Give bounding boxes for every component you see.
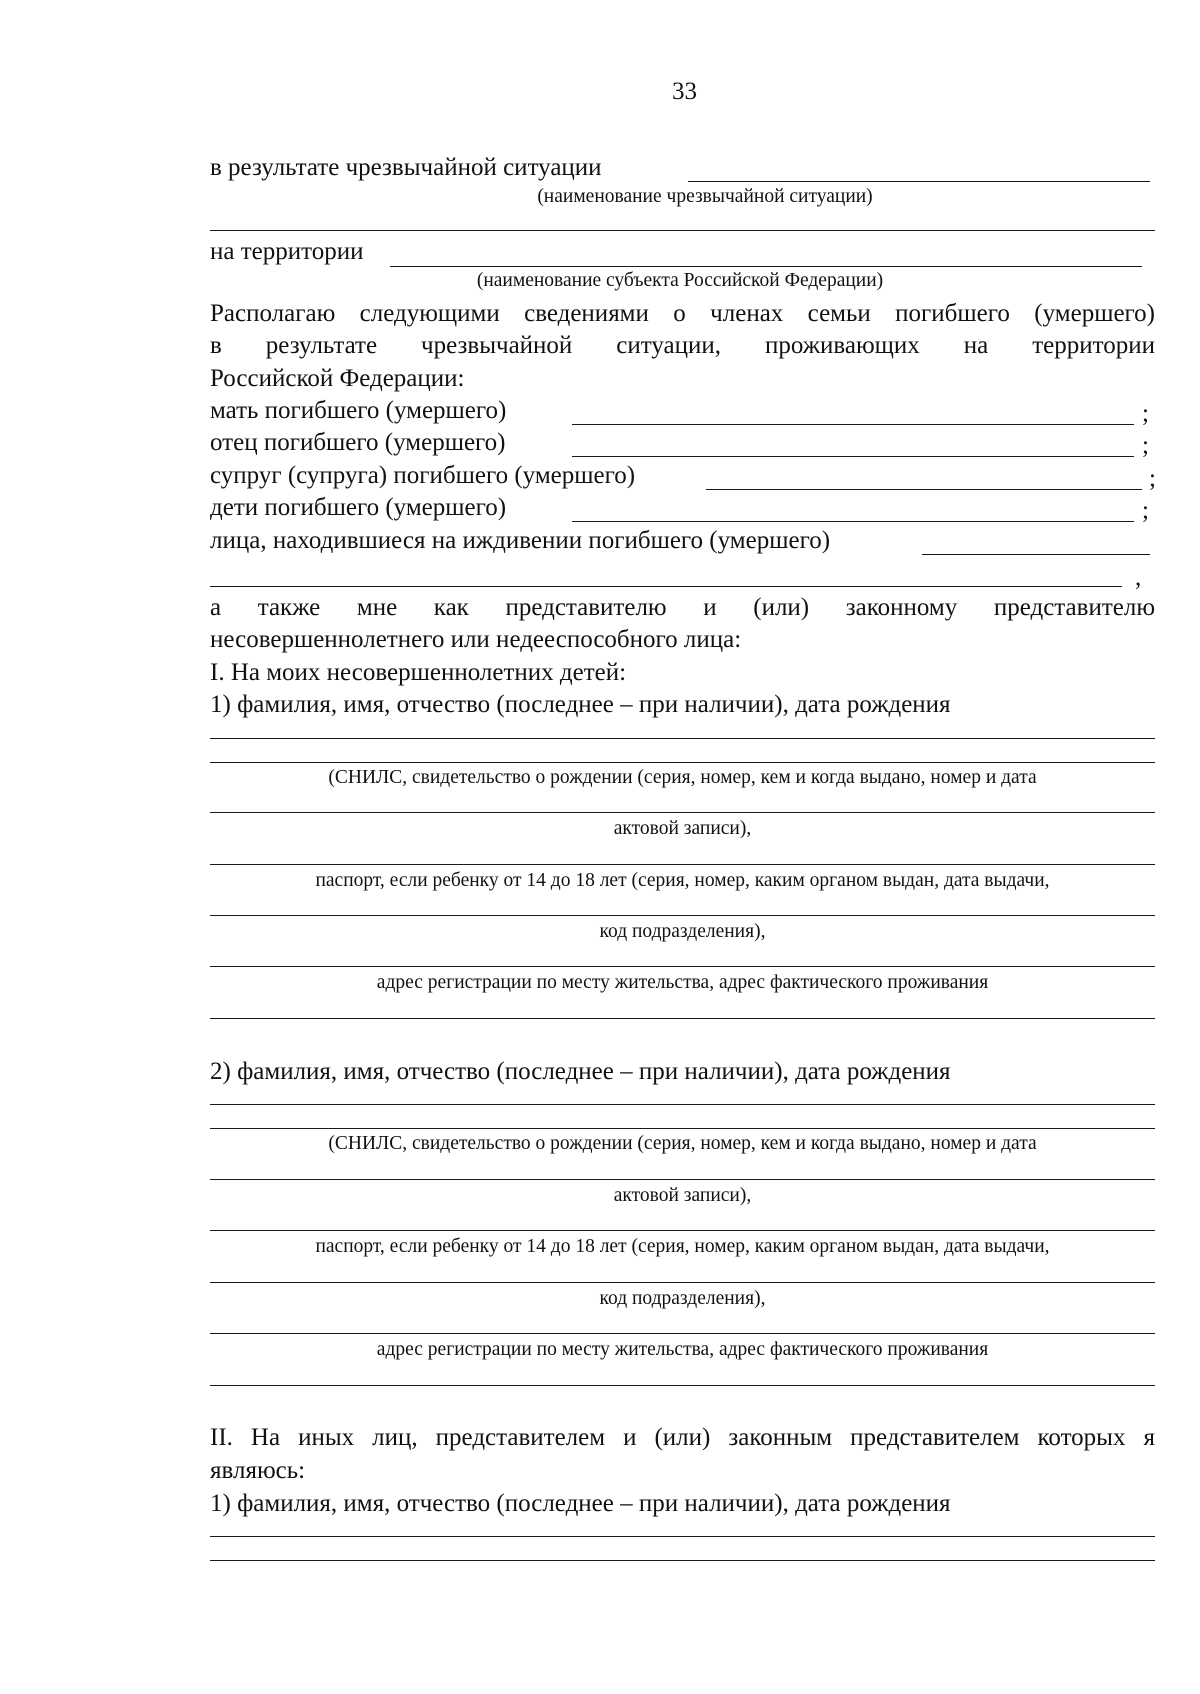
entry-2-snils-field[interactable] [210, 1179, 1155, 1180]
entry-2-address-field[interactable] [210, 1385, 1155, 1386]
entry-2-act-field[interactable] [210, 1230, 1155, 1231]
entry-1-passport-field[interactable] [210, 915, 1155, 916]
children-semicolon: ; [1142, 497, 1149, 524]
entry-2-act-caption: актовой записи), [613, 1185, 752, 1206]
territory-caption: (наименование субъекта Российской Федерации) [476, 270, 884, 291]
spouse-label: супруг (супруга) погибшего (умершего) [210, 462, 636, 489]
section-2-fio-field[interactable] [210, 1536, 1155, 1537]
father-field[interactable] [572, 456, 1134, 457]
territory-field[interactable] [390, 266, 1142, 267]
entry-1-fio-field[interactable] [210, 738, 1155, 739]
section-2-fio: 1) фамилия, имя, отчество (последнее – при наличии), дата рождения [210, 1490, 951, 1517]
representative-line-2: несовершеннолетнего или недееспособного лица: [210, 626, 742, 653]
emergency-field-cont[interactable] [210, 230, 1155, 231]
entry-2-snils-caption: (СНИЛС, свидетельство о рождении (серия, номер, кем и когда выдано, номер и дата [328, 1133, 1037, 1154]
representative-line-1: а также мне как представителю и (или) законному представителю [210, 594, 1155, 621]
entry-2-fio-field-2[interactable] [210, 1128, 1155, 1129]
entry-2-passport-field[interactable] [210, 1282, 1155, 1283]
entry-2-code-field[interactable] [210, 1333, 1155, 1334]
territory-label: на территории [210, 238, 364, 265]
dependents-field-cont[interactable] [210, 586, 1122, 587]
mother-label: мать погибшего (умершего) [210, 397, 507, 424]
section-2-title-line-2: являюсь: [210, 1457, 306, 1484]
intro-line-3: Российской Федерации: [210, 365, 465, 392]
children-field[interactable] [572, 521, 1134, 522]
entry-1-address-field[interactable] [210, 1018, 1155, 1019]
emergency-field[interactable] [688, 181, 1150, 182]
entry-2-fio-field[interactable] [210, 1104, 1155, 1105]
mother-semicolon: ; [1142, 400, 1149, 427]
entry-1-act-caption: актовой записи), [613, 818, 752, 839]
entry-2-fio: 2) фамилия, имя, отчество (последнее – при наличии), дата рождения [210, 1058, 951, 1085]
entry-1-snils-caption: (СНИЛС, свидетельство о рождении (серия, номер, кем и когда выдано, номер и дата [328, 767, 1037, 788]
entry-1-fio-field-2[interactable] [210, 762, 1155, 763]
entry-2-passport-caption: паспорт, если ребенку от 14 до 18 лет (серия, номер, каким органом выдан, дата выдачи, [315, 1236, 1050, 1257]
entry-1-act-field[interactable] [210, 864, 1155, 865]
intro-line-2: в результате чрезвычайной ситуации, проживающих на территории [210, 332, 1155, 359]
entry-2-address-caption: адрес регистрации по месту жительства, адрес фактического проживания [376, 1339, 989, 1360]
entry-1-code-field[interactable] [210, 966, 1155, 967]
dependents-field[interactable] [922, 554, 1150, 555]
dependents-label: лица, находившиеся на иждивении погибшего (умершего) [210, 527, 831, 554]
section-1-title: I. На моих несовершеннолетних детей: [210, 659, 627, 686]
children-label: дети погибшего (умершего) [210, 494, 507, 521]
emergency-caption: (наименование чрезвычайной ситуации) [537, 186, 873, 207]
father-label: отец погибшего (умершего) [210, 429, 506, 456]
mother-field[interactable] [572, 424, 1134, 425]
entry-2-code-caption: код подразделения), [599, 1288, 766, 1309]
entry-1-code-caption: код подразделения), [599, 921, 766, 942]
entry-1-fio: 1) фамилия, имя, отчество (последнее – при наличии), дата рождения [210, 691, 951, 718]
section-2-fio-field-2[interactable] [210, 1560, 1155, 1561]
entry-1-snils-field[interactable] [210, 812, 1155, 813]
entry-1-passport-caption: паспорт, если ребенку от 14 до 18 лет (серия, номер, каким органом выдан, дата выдачи, [315, 870, 1050, 891]
dependents-comma: , [1135, 564, 1142, 591]
entry-1-address-caption: адрес регистрации по месту жительства, адрес фактического проживания [376, 972, 989, 993]
page-number: 33 [672, 78, 697, 105]
intro-line-1: Располагаю следующими сведениями о членах семьи погибшего (умершего) [210, 300, 1155, 327]
father-semicolon: ; [1142, 432, 1149, 459]
emergency-label: в результате чрезвычайной ситуации [210, 154, 602, 181]
spouse-field[interactable] [706, 489, 1142, 490]
spouse-semicolon: ; [1149, 465, 1156, 492]
section-2-title-line-1: II. На иных лиц, представителем и (или) законным представителем которых я [210, 1424, 1155, 1451]
